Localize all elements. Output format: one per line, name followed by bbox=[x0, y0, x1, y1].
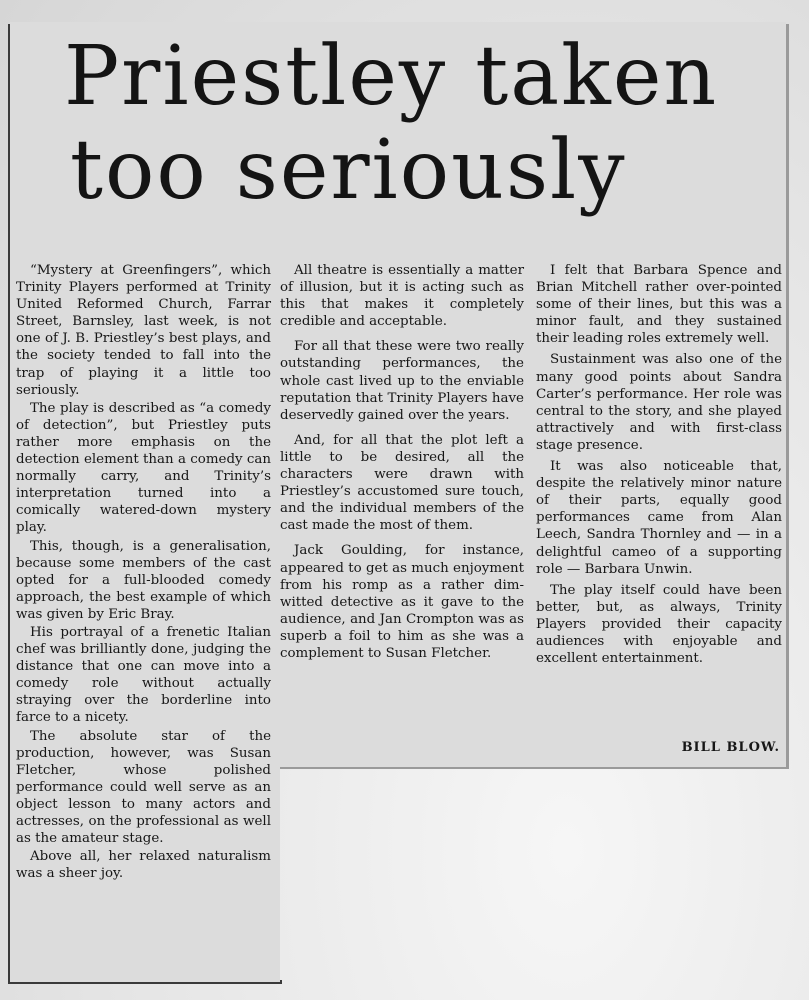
paragraph: Above all, her relaxed naturalism was a sheer joy. bbox=[16, 849, 271, 882]
article-column-1 bbox=[16, 262, 271, 883]
byline: BILL BLOW. bbox=[681, 740, 780, 755]
paragraph: It was also noticeable that, despite the relatively minor nature of their parts, equally good performances came from Alan Leech, Sandra Thornley and — in a delightful cameo of a supporting role — Barbara Unwin. bbox=[536, 459, 782, 577]
headline bbox=[24, 30, 774, 218]
paragraph: Jack Goulding, for instance, appeared to get as much enjoyment from his romp as a rather dim-witted detective as it gave to the audience, and Jan Crompton was as superb a foil to him as she was a complement to Susan Fletcher. bbox=[280, 543, 524, 661]
paragraph: His portrayal of a frenetic Italian chef was brilliantly done, judging the distance that one can move into a comedy role without actually straying over the borderline into farce to a nicety. bbox=[16, 624, 271, 726]
clipping-shadow-right bbox=[786, 24, 789, 769]
paragraph: “Mystery at Greenfingers”, which Trinity Players performed at Trinity United Reformed Church, Farrar Street, Barnsley, last week, is not one of J. B. Priestley’s best plays, and the society tended to fall into the trap of playing it a little too seriously. bbox=[16, 263, 271, 398]
paragraph: The play itself could have been better, but, as always, Trinity Players provided their capacity audiences with enjoyable and excellent entertainment. bbox=[536, 582, 782, 667]
paragraph: Sustainment was also one of the many good points about Sandra Carter’s performance. Her role was central to the story, and she played attractively and with first-class stage presence. bbox=[536, 352, 782, 453]
article-column-2 bbox=[280, 262, 524, 670]
paragraph: The absolute star of the production, however, was Susan Fletcher, whose polished performance could well serve as an object lesson to many actors and actresses, on the professional as well as the amateur stage. bbox=[16, 728, 271, 847]
paragraph: For all that these were two really outstanding performances, the whole cast lived up to the enviable reputation that Trinity Players have deservedly gained over the years. bbox=[280, 339, 524, 423]
headline-line-1: Priestley taken bbox=[64, 29, 719, 124]
paragraph: The play is described as “a comedy of detection”, but Priestley puts rather more emphasis on the detection element than a comedy can normally carry, and Trinity’s interpretation turned into a comically watered-down mystery play. bbox=[16, 400, 271, 536]
paragraph: And, for all that the plot left a little to be desired, all the characters were drawn with Priestley’s accustomed sure touch, and the individual members of the cast made the most of them. bbox=[280, 432, 524, 534]
paragraph: I felt that Barbara Spence and Brian Mitchell rather over-pointed some of their lines, but this was a minor fault, and they sustained their leading roles extremely well. bbox=[536, 263, 782, 347]
headline-line-2: too seriously bbox=[70, 123, 627, 218]
paragraph: All theatre is essentially a matter of illusion, but it is acting such as this that makes it completely credible and acceptable. bbox=[280, 263, 524, 330]
paragraph: This, though, is a generalisation, because some members of the cast opted for a full-blooded comedy approach, the best example of which was given by Eric Bray. bbox=[16, 538, 271, 622]
article-column-3 bbox=[536, 262, 782, 671]
